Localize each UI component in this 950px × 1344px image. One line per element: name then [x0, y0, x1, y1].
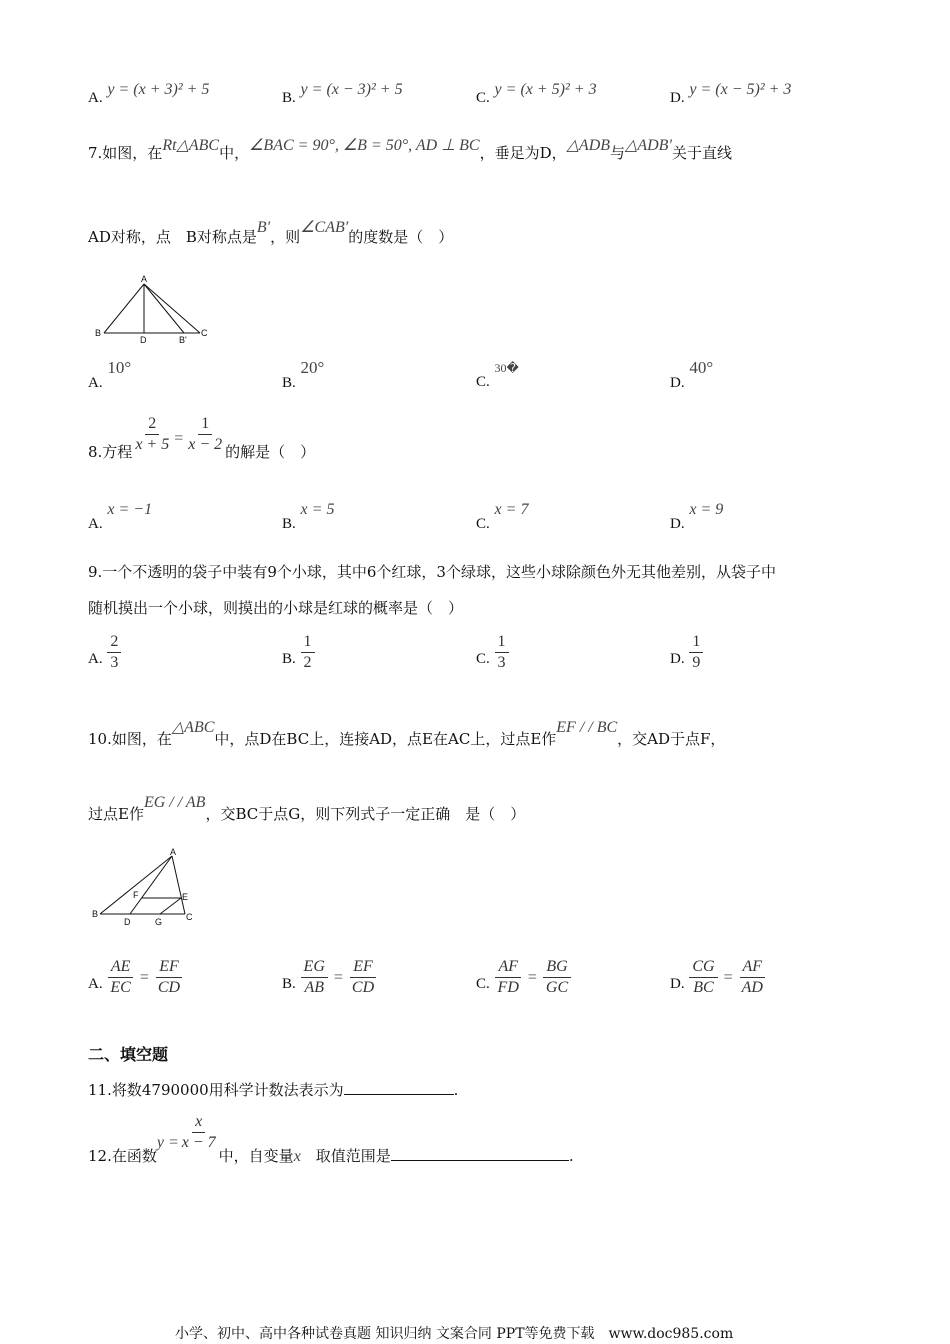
fraction-numerator: BG	[543, 957, 570, 978]
q10-text: ，交AD于点F，	[617, 730, 726, 748]
q8-option-b	[282, 500, 335, 532]
option-fraction	[107, 632, 121, 673]
q10-figure-label-e: E	[182, 892, 189, 902]
q12-prefix: 12.在函数	[88, 1146, 157, 1165]
option-label: D.	[670, 516, 685, 532]
option-label: C.	[476, 516, 490, 532]
fraction-numerator: x	[192, 1112, 205, 1133]
q8-fraction-right	[185, 414, 225, 455]
option-fraction-left	[107, 957, 133, 998]
q10-math-ef-parallel: EF / / BC	[556, 719, 618, 736]
fraction-denominator: 3	[110, 654, 119, 671]
option-label: A.	[88, 90, 103, 106]
option-value: 40°	[689, 358, 714, 377]
fraction-numerator: CG	[689, 957, 717, 978]
fraction-numerator: AF	[495, 957, 521, 978]
q11-period: .	[453, 1081, 459, 1099]
q9-stem-line2: 随机摸出一个小球，则摸出的小球是红球的概率是（ ）	[88, 599, 464, 617]
q11-answer-blank[interactable]	[344, 1080, 454, 1095]
fraction-denominator: AD	[741, 979, 763, 996]
option-expression: y = (x + 5)² + 3	[494, 81, 597, 98]
q8-suffix: 的解是（ ）	[225, 442, 316, 461]
q9-option-d	[670, 632, 703, 673]
q6-option-d	[670, 81, 792, 107]
q10-math-triangle: △ABC	[171, 719, 215, 736]
q12-variable: x	[293, 1147, 301, 1165]
option-fraction-right	[349, 957, 377, 998]
q10-text: 过点E作	[88, 805, 144, 823]
q7-text: ，则	[270, 228, 301, 246]
option-value: x = 9	[689, 501, 724, 518]
option-value: 30�	[494, 361, 519, 375]
option-fraction	[495, 632, 509, 673]
option-label: C.	[476, 650, 490, 667]
fraction-numerator: AF	[740, 957, 766, 978]
q6-option-a	[88, 81, 210, 107]
q7-text: 的度数是（ ）	[348, 228, 454, 246]
option-label: A.	[88, 975, 103, 992]
q10-math-eg-parallel: EG / / AB	[143, 794, 206, 811]
q10-stem-line2	[88, 794, 526, 824]
q8-option-c	[476, 500, 529, 532]
fraction-denominator: CD	[157, 979, 181, 996]
option-value: x = 7	[494, 501, 529, 518]
q8-fraction-left	[132, 414, 172, 455]
fraction-numerator: AE	[108, 957, 134, 978]
q12-period: .	[568, 1146, 574, 1165]
q7-figure-label-bprime: B'	[179, 335, 187, 345]
option-label: B.	[282, 975, 296, 992]
fraction-numerator: 2	[145, 414, 159, 435]
q7-text: 关于直线	[671, 144, 732, 162]
q7-math-adb: △ADB	[566, 137, 611, 154]
option-expression: y = (x + 3)² + 5	[107, 81, 210, 98]
q7-text: ，垂足为D，	[479, 144, 567, 162]
option-fraction-left	[495, 957, 522, 998]
option-label: B.	[282, 375, 296, 391]
q10-option-b: B. $\frac{EG}{AB}$ = $\frac{EF}{CD}$	[282, 957, 377, 998]
fraction-numerator: 1	[689, 632, 703, 653]
fraction-denominator: EC	[110, 979, 131, 996]
fraction-denominator: x − 7	[181, 1134, 216, 1151]
q10-text: 中，点D在BC上，连接AD，点E在AC上，过点E作	[214, 730, 557, 748]
fraction-denominator: x − 2	[188, 436, 223, 453]
q10-figure-label-d: D	[124, 917, 131, 927]
q7-figure	[92, 272, 214, 346]
fraction-denominator: 3	[497, 654, 506, 671]
q10-figure-label-g: G	[155, 917, 163, 927]
option-fraction-left	[301, 957, 328, 998]
option-label: A.	[88, 650, 103, 667]
q7-option-c	[476, 358, 519, 390]
option-label: A.	[88, 516, 103, 532]
q10-option-d: D. $\frac{CG}{BC}$ = $\frac{AF}{AD}$	[670, 957, 766, 998]
option-value: 20°	[300, 358, 325, 377]
option-expression: y = (x − 5)² + 3	[689, 81, 792, 98]
option-label: C.	[476, 975, 490, 992]
fraction-denominator: BC	[693, 979, 714, 996]
page-footer: 小学、初中、高中各种试卷真题 知识归纳 文案合同 PPT等免费下载 www.doc985.com	[175, 1326, 734, 1342]
option-label: D.	[670, 375, 685, 391]
option-label: B.	[282, 90, 296, 106]
option-value: x = −1	[107, 501, 153, 518]
q7-prefix: 7.如图，在	[88, 144, 163, 162]
q7-figure-label-a: A	[141, 274, 148, 284]
option-label: D.	[670, 90, 685, 106]
q10-option-c: C. $\frac{AF}{FD}$ = $\frac{BG}{GC}$	[476, 957, 571, 998]
option-label: C.	[476, 90, 490, 106]
q7-math-triangle: Rt△ABC	[162, 137, 220, 154]
fraction-denominator: 9	[692, 654, 701, 671]
fraction-denominator: x + 5	[135, 436, 170, 453]
q8-prefix: 8.方程	[88, 442, 133, 461]
q7-option-a	[88, 358, 132, 391]
q7-math-angle: ∠CAB′	[300, 219, 349, 236]
option-label: B.	[282, 516, 296, 532]
section-title: 二、填空题	[88, 1045, 169, 1064]
q8-option-a	[88, 500, 153, 532]
q9-stem-line1: 9.一个不透明的袋子中装有9个小球，其中6个红球，3个绿球，这些小球除颜色外无其他差别，从袋子中	[88, 563, 776, 581]
q7-figure-label-d: D	[140, 335, 147, 345]
option-expression: y = (x − 3)² + 5	[300, 81, 403, 98]
option-label: C.	[476, 374, 490, 390]
option-label: D.	[670, 650, 685, 667]
option-label: B.	[282, 650, 296, 667]
option-label: D.	[670, 975, 685, 992]
q6-option-c	[476, 81, 597, 107]
fraction-denominator: AB	[304, 979, 324, 996]
option-fraction-right	[155, 957, 183, 998]
q7-option-d	[670, 358, 714, 391]
option-value: 10°	[107, 358, 132, 377]
q10-option-a: A. $\frac{AE}{EC}$ = $\frac{EF}{CD}$	[88, 957, 183, 998]
fraction-denominator: 2	[303, 654, 312, 671]
fraction-numerator: EG	[301, 957, 328, 978]
q9-option-b	[282, 632, 315, 673]
q10-figure-label-b: B	[92, 909, 99, 919]
q11-text: 11.将数4790000用科学计数法表示为	[88, 1081, 344, 1099]
fraction-numerator: 2	[107, 632, 121, 653]
q7-stem-line2	[88, 219, 454, 247]
q9-option-c	[476, 632, 509, 673]
option-fraction-right	[739, 957, 766, 998]
q12-text: 取值范围是	[300, 1146, 391, 1165]
q7-stem-line1	[88, 137, 732, 163]
q7-text: AD对称，点 B对称点是	[88, 228, 257, 246]
q7-figure-label-c: C	[201, 328, 208, 338]
q8-stem	[88, 414, 316, 461]
q7-math-conditions: ∠BAC = 90°, ∠B = 50°, AD ⊥ BC	[249, 137, 480, 154]
q10-figure-label-f: F	[133, 890, 139, 900]
q8-option-d	[670, 500, 724, 532]
q10-figure	[90, 848, 200, 930]
q7-text: 与	[610, 144, 626, 162]
option-label: A.	[88, 375, 103, 391]
q7-math-adb-prime: △ADB′	[625, 137, 672, 154]
option-fraction-right	[543, 957, 571, 998]
q11-stem	[88, 1079, 458, 1100]
q12-text: 中，自变量	[218, 1146, 294, 1165]
q10-text: ，交BC于点G，则下列式子一定正确 是（ ）	[205, 805, 526, 823]
fraction-denominator: FD	[497, 979, 519, 996]
q10-prefix: 10.如图，在	[88, 730, 172, 748]
q7-text: 中，	[219, 144, 250, 162]
q12-fraction	[179, 1112, 219, 1153]
option-fraction	[301, 632, 315, 673]
fraction-numerator: EF	[350, 957, 376, 978]
q10-figure-label-a: A	[170, 848, 177, 857]
option-fraction-left	[689, 957, 717, 998]
fraction-denominator: GC	[545, 979, 569, 996]
fraction-denominator: CD	[351, 979, 375, 996]
fraction-numerator: 1	[495, 632, 509, 653]
q7-option-b	[282, 358, 325, 391]
q8-equals: =	[174, 429, 184, 447]
q6-option-b	[282, 81, 403, 107]
q12-stem	[88, 1112, 574, 1165]
option-value: x = 5	[300, 501, 335, 518]
q12-y-equals: y =	[156, 1133, 179, 1151]
q7-figure-label-b: B	[95, 328, 102, 338]
q10-figure-label-c: C	[186, 912, 193, 922]
fraction-numerator: 1	[198, 414, 212, 435]
fraction-numerator: 1	[301, 632, 315, 653]
fraction-numerator: EF	[156, 957, 182, 978]
q12-answer-blank[interactable]	[391, 1146, 569, 1161]
option-fraction	[689, 632, 703, 673]
q7-math-bprime: B′	[256, 219, 271, 236]
q10-stem-line1	[88, 719, 726, 749]
q9-option-a	[88, 632, 121, 673]
